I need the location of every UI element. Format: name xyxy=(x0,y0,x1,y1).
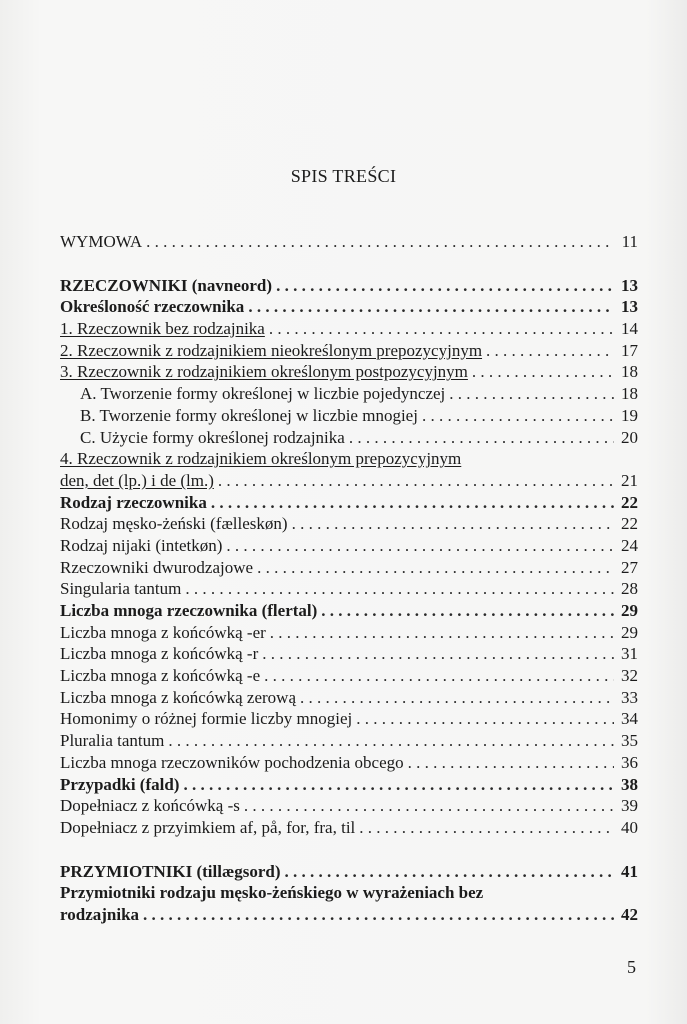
toc-entry-page: 22 xyxy=(621,492,638,512)
toc-entry-page: 32 xyxy=(621,666,638,686)
toc-entry-page: 33 xyxy=(621,687,638,707)
toc-entry xyxy=(60,578,638,600)
toc-entry xyxy=(60,557,638,579)
dot-leader xyxy=(183,774,614,796)
toc-entry xyxy=(60,622,638,644)
toc-entry xyxy=(60,643,638,665)
dot-leader xyxy=(218,470,614,492)
toc-entry xyxy=(60,752,638,774)
table-of-contents xyxy=(60,231,638,926)
toc-entry xyxy=(60,470,638,492)
dot-leader xyxy=(211,492,614,514)
toc-entry-label: Liczba mnoga z końcówką -er xyxy=(60,622,266,642)
toc-entry xyxy=(60,774,638,796)
toc-entry xyxy=(60,275,638,297)
toc-entry-label: Przymiotniki rodzaju męsko-żeńskiego w wyrażeniach bez xyxy=(60,883,484,903)
toc-entry-label: B. Tworzenie formy określonej w liczbie mnogiej xyxy=(80,405,418,425)
toc-entry xyxy=(60,513,638,535)
toc-entry-page: 36 xyxy=(621,752,638,772)
toc-entry xyxy=(60,383,638,405)
dot-leader xyxy=(244,795,614,817)
toc-entry-page: 21 xyxy=(621,470,638,490)
dot-leader xyxy=(359,817,614,839)
toc-entry xyxy=(60,296,638,318)
toc-entry-page: 13 xyxy=(621,275,638,295)
toc-entry-page: 14 xyxy=(621,319,638,339)
dot-leader xyxy=(257,557,614,579)
dot-leader xyxy=(146,231,614,253)
dot-leader xyxy=(349,427,614,449)
dot-leader xyxy=(262,643,614,665)
dot-leader xyxy=(292,513,614,535)
toc-entry-page: 17 xyxy=(621,340,638,360)
toc-entry-label: Liczba mnoga z końcówką zerową xyxy=(60,687,296,707)
toc-entry-label: Rodzaj rzeczownika xyxy=(60,492,207,512)
dot-leader xyxy=(449,383,614,405)
toc-entry xyxy=(60,861,638,883)
toc-entry-label: WYMOWA xyxy=(60,232,143,251)
toc-entry-label: Określoność rzeczownika xyxy=(60,297,245,317)
toc-entry-page: 11 xyxy=(621,232,638,251)
toc-entry xyxy=(60,665,638,687)
toc-entry-label: Liczba mnoga rzeczownika (flertal) xyxy=(60,601,318,620)
toc-entry-page: 39 xyxy=(621,796,638,816)
dot-leader xyxy=(168,730,614,752)
toc-entry-page: 20 xyxy=(621,427,638,447)
toc-entry-label: Singularia tantum xyxy=(60,579,182,599)
dot-leader xyxy=(321,600,614,622)
toc-entry-page: 29 xyxy=(621,622,638,642)
toc-entry xyxy=(60,492,638,514)
toc-entry-label: 2. Rzeczownik z rodzajnikiem nieokreślonym prepozycyjnym xyxy=(60,340,483,360)
toc-entry-page: 35 xyxy=(621,731,638,751)
toc-entry xyxy=(60,817,638,839)
toc-entry-label: rodzajnika xyxy=(60,904,140,924)
toc-entry-page: 40 xyxy=(621,817,638,837)
toc-entry xyxy=(60,231,638,253)
toc-entry-page: 18 xyxy=(621,384,638,404)
page-number: 5 xyxy=(627,957,636,977)
toc-entry xyxy=(60,904,638,926)
toc-entry-page: 19 xyxy=(621,405,638,425)
toc-entry-label: Rodzaj nijaki (intetkøn) xyxy=(60,535,223,555)
toc-entry-label: Dopełniacz z końcówką -s xyxy=(60,796,240,816)
section-gap xyxy=(60,839,638,861)
dot-leader xyxy=(226,535,614,557)
toc-entry-page: 34 xyxy=(621,709,638,729)
toc-entry-page: 22 xyxy=(621,514,638,534)
toc-entry xyxy=(60,687,638,709)
dot-leader xyxy=(300,687,614,709)
toc-entry-page: 28 xyxy=(621,579,638,599)
toc-entry-label: Rodzaj męsko-żeński (fælleskøn) xyxy=(60,514,288,534)
page-title: SPIS TREŚCI xyxy=(290,166,397,186)
toc-entry-label: Rzeczowniki dwurodzajowe xyxy=(60,557,254,577)
toc-entry xyxy=(60,361,638,383)
toc-entry-page: 24 xyxy=(621,535,638,555)
toc-entry xyxy=(60,535,638,557)
toc-entry-label: den, det (lp.) i de (lm.) xyxy=(60,470,214,490)
toc-entry-label: Liczba mnoga z końcówką -r xyxy=(60,644,259,664)
toc-entry-label: 1. Rzeczownik bez rodzajnika xyxy=(60,319,265,339)
toc-entry-page: 41 xyxy=(621,861,638,881)
dot-leader xyxy=(408,752,614,774)
toc-entry xyxy=(60,730,638,752)
dot-leader xyxy=(422,405,614,427)
toc-entry xyxy=(60,882,638,904)
dot-leader xyxy=(472,361,614,383)
toc-entry-label: PRZYMIOTNIKI (tillægsord) xyxy=(60,861,281,881)
toc-entry xyxy=(60,318,638,340)
dot-leader xyxy=(356,708,614,730)
toc-entry-label: 3. Rzeczownik z rodzajnikiem określonym postpozycyjnym xyxy=(60,362,468,382)
toc-entry-label: Homonimy o różnej formie liczby mnogiej xyxy=(60,709,353,729)
toc-entry-label: A. Tworzenie formy określonej w liczbie pojedynczej xyxy=(80,384,446,404)
toc-entry xyxy=(60,708,638,730)
toc-entry-page: 38 xyxy=(621,774,638,794)
dot-leader xyxy=(270,622,614,644)
toc-entry xyxy=(60,405,638,427)
toc-entry-page: 31 xyxy=(621,644,638,664)
toc-entry-page: 29 xyxy=(621,601,638,620)
dot-leader xyxy=(486,340,614,362)
dot-leader xyxy=(143,904,614,926)
dot-leader xyxy=(248,296,614,318)
toc-entry xyxy=(60,600,638,622)
toc-entry-page: 27 xyxy=(621,557,638,577)
toc-entry-label: C. Użycie formy określonej rodzajnika xyxy=(80,427,345,447)
dot-leader xyxy=(264,665,614,687)
toc-entry-label: RZECZOWNIKI (navneord) xyxy=(60,275,273,295)
toc-entry xyxy=(60,340,638,362)
toc-entry-page: 13 xyxy=(621,297,638,317)
toc-entry-label: Liczba mnoga rzeczowników pochodzenia obcego xyxy=(60,752,404,772)
toc-entry xyxy=(60,448,638,470)
toc-entry-label: Liczba mnoga z końcówką -e xyxy=(60,666,261,686)
toc-entry-page: 42 xyxy=(621,904,638,924)
toc-entry-label: Pluralia tantum xyxy=(60,731,165,751)
dot-leader xyxy=(185,578,614,600)
toc-entry-label: Dopełniacz z przyimkiem af, på, for, fra, til xyxy=(60,817,356,837)
section-gap xyxy=(60,253,638,275)
toc-entry-page: 18 xyxy=(621,362,638,382)
toc-entry xyxy=(60,795,638,817)
dot-leader xyxy=(285,861,614,883)
toc-entry-label: 4. Rzeczownik z rodzajnikiem określonym prepozycyjnym xyxy=(60,449,462,469)
toc-entry-label: Przypadki (fald) xyxy=(60,774,180,794)
toc-entry xyxy=(60,427,638,449)
dot-leader xyxy=(276,275,614,297)
dot-leader xyxy=(269,318,614,340)
